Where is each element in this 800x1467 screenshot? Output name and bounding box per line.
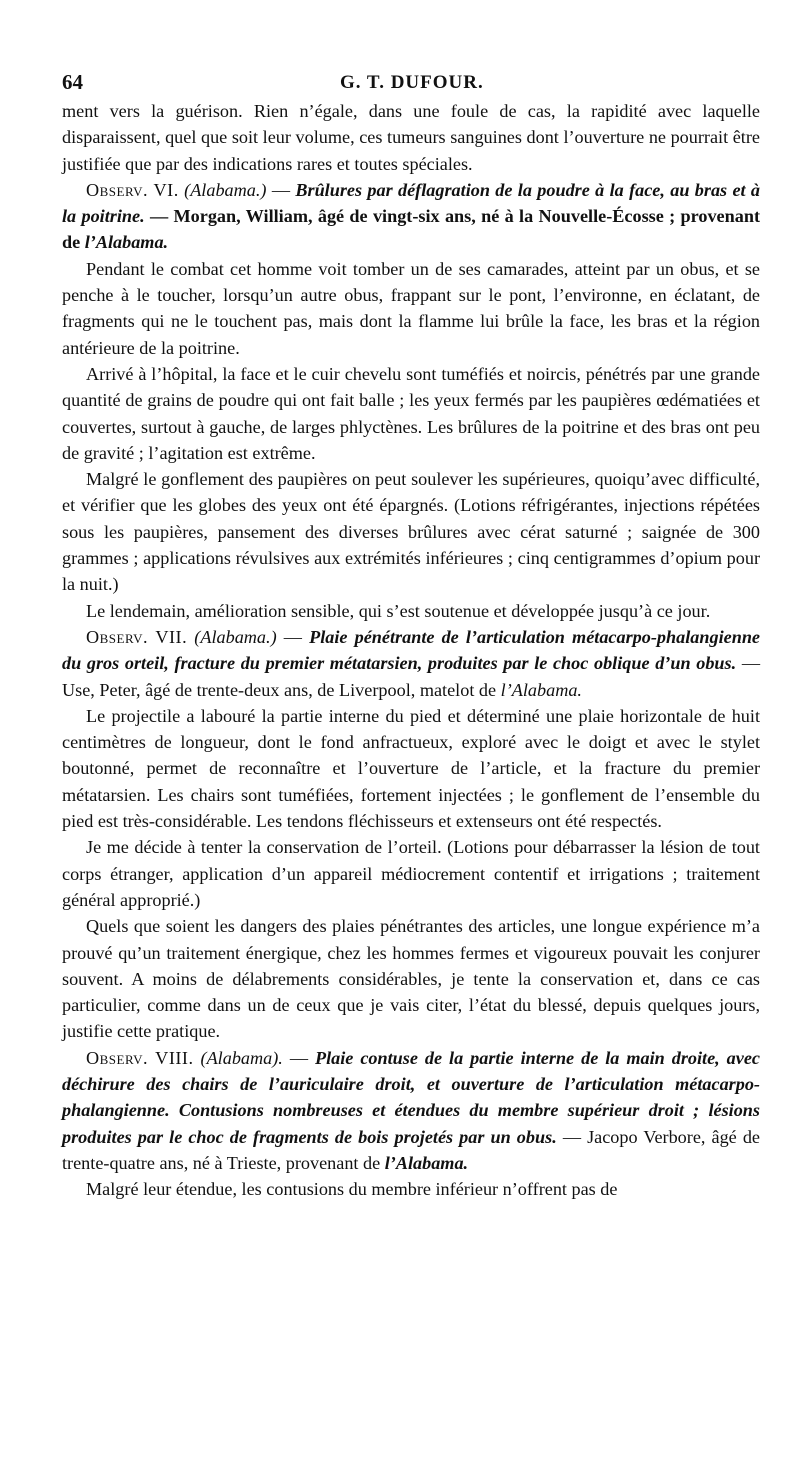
dash: —	[283, 626, 302, 647]
observation-vii	[62, 624, 760, 703]
paragraph: ment vers la guérison. Rien n’égale, dans une foule de cas, la rapidité avec laquelle disparaissent, quel que soit leur volume, ces tumeurs sanguines dont l’ouverture ne pourrait être justifiée que par des indications rares et toutes spéciales.	[62, 101, 760, 174]
paragraph: Le lendemain, amélioration sensible, qui s’est soutenue et développée jusqu’à ce jour.	[86, 600, 711, 621]
patient-info: — Use, Peter, âgé de trente-deux ans, de Liverpool, matelot de	[62, 653, 760, 700]
observation-viii	[62, 1045, 760, 1176]
paragraph: Pendant le combat cet homme voit tomber un de ses camarades, atteint par un obus, et se penche à le toucher, lorsqu’un autre obus, frappant sur le pont, l’environne, en éclatant, de fragments qui ne le touchent pas, mais dont la flamme lui brûle la face, les bras et la région antérieure de la poitrine.	[62, 258, 760, 358]
patient-info: — Jacopo Verbore, âgé de trente-quatre ans, né à Trieste, provenant de	[62, 1126, 760, 1173]
paragraph: Malgré le gonflement des paupières on peut soulever les supérieures, quoiqu’avec difficulté, et vérifier que les globes des yeux ont été épargnés. (Lotions réfrigérantes, injections répétées sous les paupières, pansement des diverses brûlures avec cérat saturné ; saignée de 300 grammes ; applications révulsives aux extrémités inférieures ; cinq centigrammes d’opium pour la nuit.)	[62, 469, 760, 595]
ship-name: l’Alabama.	[500, 679, 582, 700]
observation-label: Observ. VIII.	[86, 1047, 194, 1068]
ship-name: l’Alabama.	[84, 232, 169, 253]
observation-vi	[62, 177, 760, 256]
observation-title: Plaie pénétrante de l’articulation métacarpo-phalangienne du gros orteil, fracture du premier métatarsien, produites par le choc oblique d’un obus.	[62, 626, 761, 674]
ship-name: (Alabama).	[200, 1047, 283, 1068]
page-header	[62, 58, 760, 98]
ship-name: l’Alabama.	[384, 1152, 469, 1173]
ship-name: (Alabama.)	[194, 626, 277, 647]
observation-label: Observ. VII.	[86, 626, 188, 647]
page-number: 64	[62, 70, 83, 94]
observation-label: Observ. VI.	[86, 179, 179, 200]
paragraph: Le projectile a labouré la partie interne du pied et déterminé une plaie horizontale de huit centimètres de longueur, dont le fond anfractueux, exploré avec le doigt et avec le stylet boutonné, permet de reconnaître et l’ouverture de l’article, et la fracture du premier métatarsien. Les chairs sont tuméfiées, fortement injectées ; le gonflement de l’ensemble du pied est très-considérable. Les tendons fléchisseurs et extenseurs ont été respectés.	[62, 705, 760, 832]
paragraph: Quels que soient les dangers des plaies pénétrantes des articles, une longue expérience m’a prouvé qu’un traitement énergique, chez les hommes fermes et vigoureux pouvait les conjurer souvent. A moins de délabrements considérables, je tente la conservation et, dans ce cas particulier, comme dans un de ceux que je vais citer, l’état du blessé, depuis quelques jours, justifie cette pratique.	[62, 916, 760, 1042]
ship-name: (Alabama.)	[184, 179, 267, 200]
running-head: G. T. DUFOUR.	[340, 72, 484, 93]
paragraph: Malgré leur étendue, les contusions du membre inférieur n’offrent pas de	[86, 1179, 618, 1200]
paragraph: Arrivé à l’hôpital, la face et le cuir chevelu sont tuméfiés et noircis, pénétrés par une grande quantité de grains de poudre qui ont fait balle ; les yeux fermés par les paupières œdématiées et couvertes, surtout à gauche, de larges phlyctènes. Les brûlures de la poitrine et des bras ont peu de gravité ; l’agitation est extrême.	[62, 363, 760, 463]
paragraph: Je me décide à tenter la conservation de l’orteil. (Lotions pour débarrasser la lésion de tout corps étranger, application d’un appareil médiocrement contentif et irrigations ; traitement général approprié.)	[62, 837, 760, 910]
observation-title: Plaie contuse de la partie interne de la main droite, avec déchirure des chairs de l’auriculaire droit, et ouverture de l’articulation métacarpo-phalangienne. Contusions nombreuses et étendues du membre supérieur droit ; lésions produites par le choc de fragments de bois projetés par un obus.	[62, 1047, 760, 1147]
dash: —	[289, 1047, 309, 1068]
patient-info: — Morgan, William, âgé de vingt-six ans, né à la Nouvelle-Écosse ; provenant de	[62, 206, 760, 253]
observation-title: Brûlures par déflagration de la poudre à la face, au bras et à la poitrine.	[62, 179, 761, 227]
dash: —	[271, 179, 291, 200]
text-body	[62, 98, 760, 1202]
